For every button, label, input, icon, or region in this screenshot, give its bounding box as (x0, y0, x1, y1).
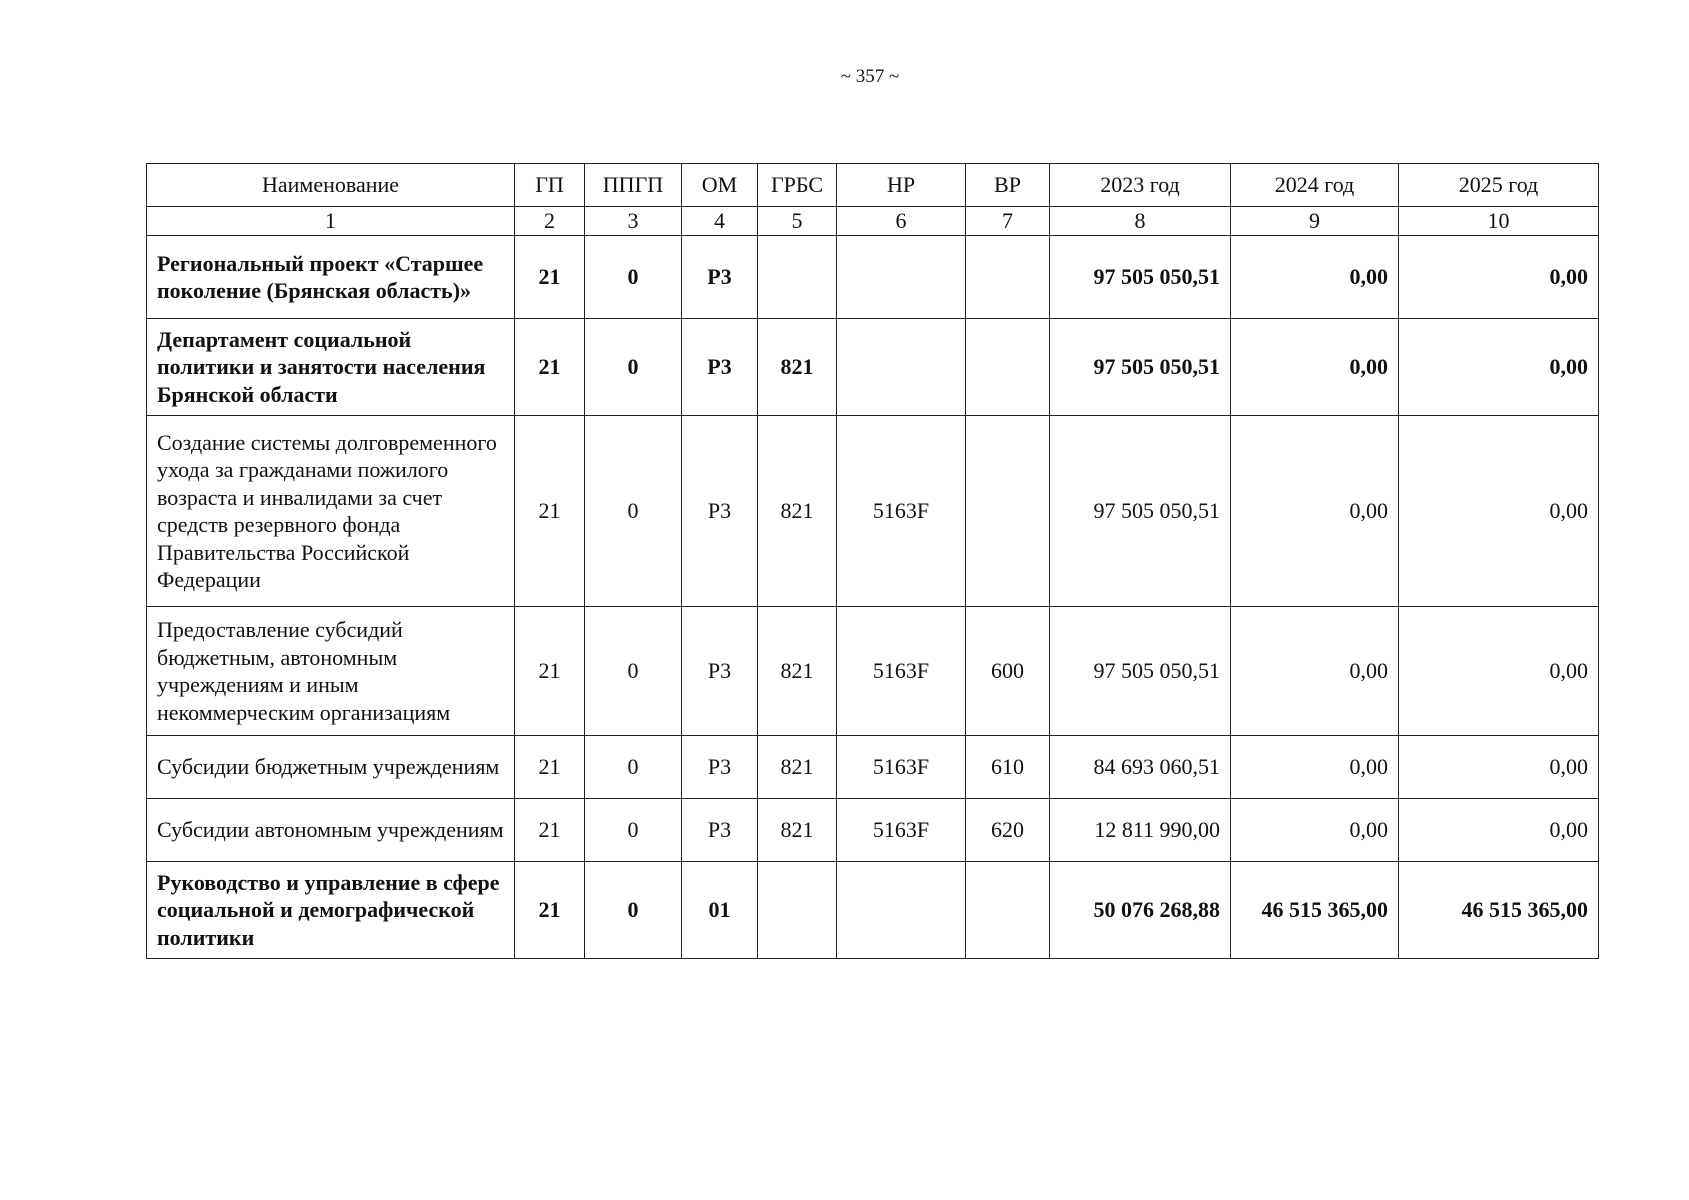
table-row (147, 736, 1599, 799)
cell-vr (966, 416, 1050, 607)
cell-2023: 97 505 050,51 (1050, 416, 1231, 607)
column-number: 6 (837, 207, 966, 236)
column-number-row (147, 207, 1599, 236)
column-number: 7 (966, 207, 1050, 236)
row-name: Департамент социальной политики и занятости населения Брянской области (147, 319, 515, 416)
cell-grbs: 821 (758, 736, 837, 799)
column-header: ГРБС (758, 164, 837, 207)
cell-om: Р3 (682, 236, 758, 319)
page-number: ~ 357 ~ (840, 66, 900, 87)
cell-vr: 620 (966, 799, 1050, 862)
cell-2025: 0,00 (1399, 736, 1599, 799)
cell-2023: 97 505 050,51 (1050, 607, 1231, 736)
cell-ppgp: 0 (585, 319, 682, 416)
cell-vr (966, 319, 1050, 416)
cell-vr (966, 236, 1050, 319)
column-number: 4 (682, 207, 758, 236)
cell-nr: 5163F (837, 607, 966, 736)
column-number: 8 (1050, 207, 1231, 236)
cell-2024: 46 515 365,00 (1231, 862, 1399, 959)
header-row (147, 164, 1599, 207)
column-header: ГП (515, 164, 585, 207)
table-row (147, 607, 1599, 736)
cell-vr (966, 862, 1050, 959)
cell-2024: 0,00 (1231, 416, 1399, 607)
table-row (147, 416, 1599, 607)
cell-2023: 12 811 990,00 (1050, 799, 1231, 862)
cell-grbs: 821 (758, 799, 837, 862)
cell-om: Р3 (682, 736, 758, 799)
row-name: Создание системы долговременного ухода за гражданами пожилого возраста и инвалидами за счет средств резервного фонда Правительства Российской Федерации (147, 416, 515, 607)
cell-2025: 0,00 (1399, 607, 1599, 736)
cell-ppgp: 0 (585, 236, 682, 319)
cell-2024: 0,00 (1231, 607, 1399, 736)
column-number: 1 (147, 207, 515, 236)
column-header: НР (837, 164, 966, 207)
column-number: 3 (585, 207, 682, 236)
cell-gp: 21 (515, 319, 585, 416)
cell-grbs: 821 (758, 607, 837, 736)
column-number: 10 (1399, 207, 1599, 236)
column-number: 9 (1231, 207, 1399, 236)
cell-vr: 610 (966, 736, 1050, 799)
table-row (147, 236, 1599, 319)
cell-nr: 5163F (837, 736, 966, 799)
column-header: ВР (966, 164, 1050, 207)
cell-om: Р3 (682, 416, 758, 607)
column-header: 2024 год (1231, 164, 1399, 207)
column-number: 5 (758, 207, 837, 236)
cell-om: Р3 (682, 607, 758, 736)
row-name: Предоставление субсидий бюджетным, автономным учреждениям и иным некоммерческим организациям (147, 607, 515, 736)
table-row (147, 319, 1599, 416)
column-header: 2025 год (1399, 164, 1599, 207)
table-row (147, 862, 1599, 959)
cell-nr (837, 862, 966, 959)
cell-nr (837, 319, 966, 416)
cell-om: Р3 (682, 799, 758, 862)
row-name: Субсидии бюджетным учреждениям (147, 736, 515, 799)
cell-ppgp: 0 (585, 799, 682, 862)
cell-ppgp: 0 (585, 416, 682, 607)
cell-nr: 5163F (837, 799, 966, 862)
cell-2024: 0,00 (1231, 799, 1399, 862)
cell-om: 01 (682, 862, 758, 959)
cell-grbs: 821 (758, 416, 837, 607)
cell-2025: 0,00 (1399, 319, 1599, 416)
cell-nr (837, 236, 966, 319)
cell-gp: 21 (515, 607, 585, 736)
cell-2023: 97 505 050,51 (1050, 319, 1231, 416)
cell-2025: 0,00 (1399, 236, 1599, 319)
cell-nr: 5163F (837, 416, 966, 607)
row-name: Региональный проект «Старшее поколение (Брянская область)» (147, 236, 515, 319)
column-header: 2023 год (1050, 164, 1231, 207)
column-header: ППГП (585, 164, 682, 207)
cell-gp: 21 (515, 236, 585, 319)
cell-vr: 600 (966, 607, 1050, 736)
cell-om: Р3 (682, 319, 758, 416)
cell-2023: 97 505 050,51 (1050, 236, 1231, 319)
cell-2023: 84 693 060,51 (1050, 736, 1231, 799)
cell-2024: 0,00 (1231, 319, 1399, 416)
cell-2025: 46 515 365,00 (1399, 862, 1599, 959)
column-header: ОМ (682, 164, 758, 207)
cell-2024: 0,00 (1231, 736, 1399, 799)
cell-gp: 21 (515, 862, 585, 959)
column-header: Наименование (147, 164, 515, 207)
cell-gp: 21 (515, 416, 585, 607)
cell-2023: 50 076 268,88 (1050, 862, 1231, 959)
cell-2025: 0,00 (1399, 416, 1599, 607)
cell-ppgp: 0 (585, 736, 682, 799)
row-name: Руководство и управление в сфере социальной и демографической политики (147, 862, 515, 959)
cell-grbs: 821 (758, 319, 837, 416)
cell-ppgp: 0 (585, 607, 682, 736)
cell-ppgp: 0 (585, 862, 682, 959)
column-number: 2 (515, 207, 585, 236)
row-name: Субсидии автономным учреждениям (147, 799, 515, 862)
cell-2024: 0,00 (1231, 236, 1399, 319)
cell-grbs (758, 236, 837, 319)
budget-table (146, 163, 1599, 959)
cell-gp: 21 (515, 799, 585, 862)
cell-gp: 21 (515, 736, 585, 799)
cell-2025: 0,00 (1399, 799, 1599, 862)
cell-grbs (758, 862, 837, 959)
table-row (147, 799, 1599, 862)
